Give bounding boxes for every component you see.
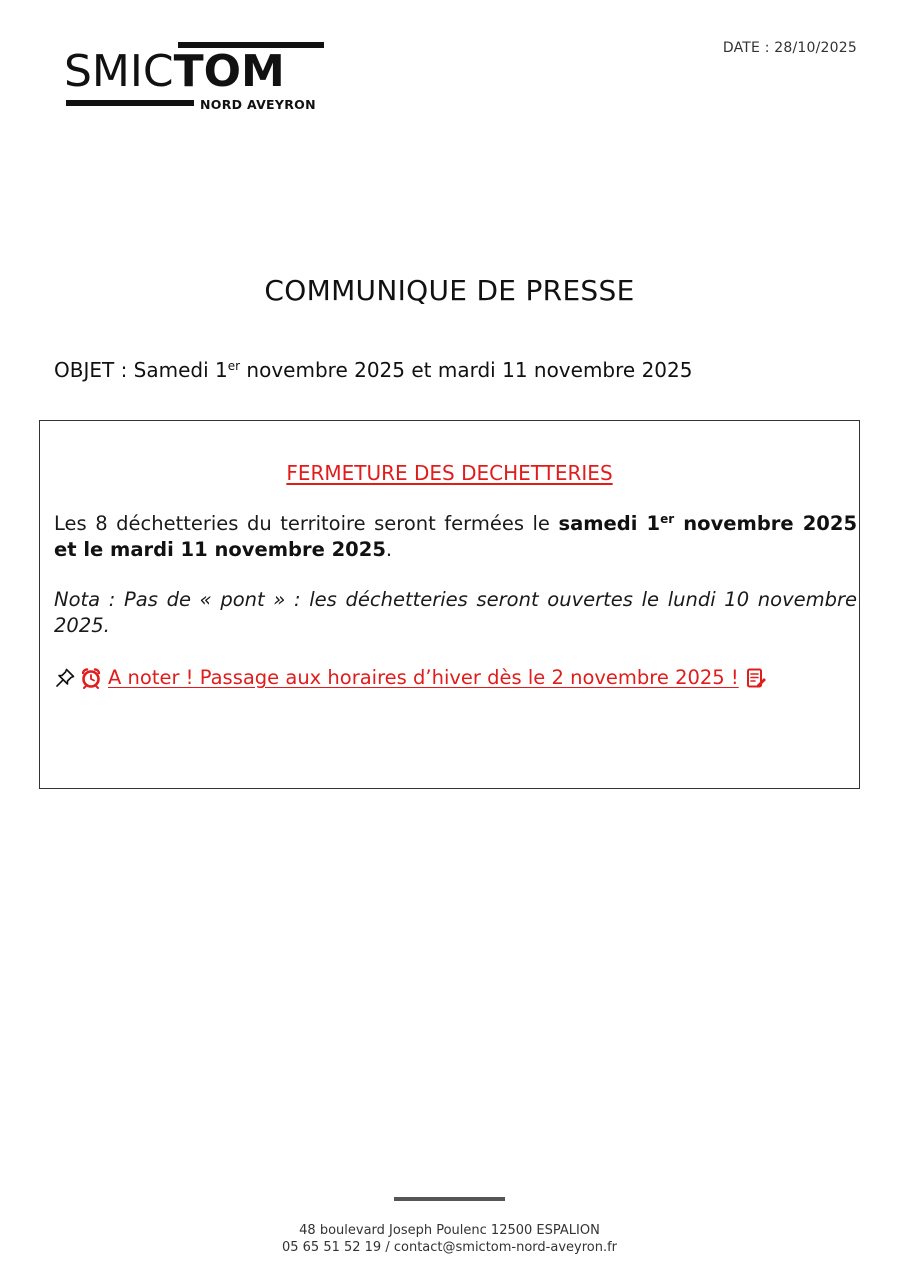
footer-address: 48 boulevard Joseph Poulenc 12500 ESPALION [299,1223,600,1238]
subject-suffix: novembre 2025 et mardi 11 novembre 2025 [240,358,693,382]
closure-date-a: samedi 1 [558,512,661,535]
closure-date-b: novembre 2025 et le mardi 11 novembre 2025 [54,512,858,561]
subject-prefix: OBJET : Samedi 1 [54,358,228,382]
smictom-logo [66,42,324,116]
winter-hours-notice [54,665,857,691]
announcement-heading: FERMETURE DES DECHETTERIES [286,461,613,485]
page-title: COMMUNIQUE DE PRESSE [264,274,635,307]
nota-paragraph: Nota : Pas de « pont » : les déchetteries seront ouvertes le lundi 10 novembre 2025. [54,588,857,637]
logo-word-tom: TOM [173,46,285,97]
footer-divider [394,1197,505,1201]
winter-hours-text: A noter ! Passage aux horaires d’hiver dès le 2 novembre 2025 ! [108,666,739,689]
subject-superscript: er [227,359,241,373]
logo-word-smic: SMIC [64,46,174,97]
alarm-clock-icon [80,667,102,689]
footer-contact: 05 65 51 52 19 / contact@smictom-nord-aveyron.fr [281,1240,618,1255]
subject-line [54,358,692,382]
winter-hours-link[interactable] [80,665,767,691]
logo-wordmark [64,46,285,97]
pushpin-icon [54,667,76,689]
closure-date-a-sup: er [660,512,675,526]
closure-lead: Les 8 déchetteries du territoire seront fermées le [54,512,559,535]
document-date: DATE : 28/10/2025 [722,40,857,56]
announcement-box [39,420,860,789]
memo-icon [745,667,767,689]
closure-end: . [385,538,393,561]
closure-paragraph [54,511,857,563]
logo-subtitle: NORD AVEYRON [200,97,316,112]
logo-bottom-bar [66,100,194,106]
